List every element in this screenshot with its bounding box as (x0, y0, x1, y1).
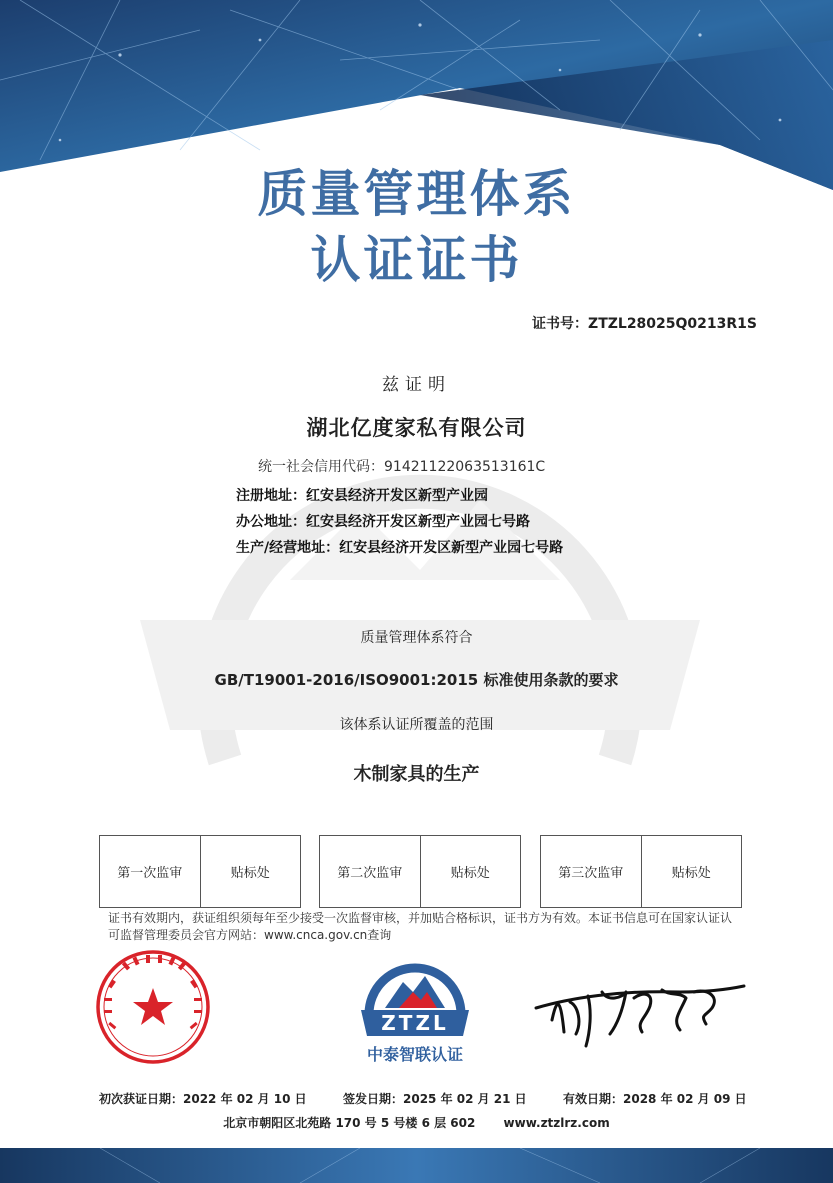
registered-address: 注册地址：红安县经济开发区新型产业园 (236, 488, 488, 504)
footer (0, 1114, 833, 1131)
issue-date: 签发日期：2025 年 02 月 21 日 (343, 1092, 527, 1106)
sticker-area: 贴标处 (200, 836, 301, 907)
standard-requirement: GB/T19001-2016/ISO9001:2015 标准使用条款的要求 (214, 671, 619, 689)
conform-label: 质量管理体系符合 (360, 630, 473, 646)
bottom-band (0, 1148, 833, 1183)
title-line-1: 质量管理体系 (257, 164, 576, 223)
company-name: 湖北亿度家私有限公司 (306, 416, 527, 440)
certificate-number: 证书号：ZTZL28025Q0213R1S (532, 316, 757, 332)
footer-website: www.ztzlrz.com (503, 1116, 610, 1130)
valid-date: 有效日期：2028 年 02 月 09 日 (563, 1092, 747, 1106)
hereby-certify: 兹证明 (382, 375, 451, 395)
surveillance-box-1 (99, 835, 301, 908)
signature (530, 962, 750, 1052)
surveillance-label: 第二次监审 (337, 866, 403, 881)
company-seal (94, 948, 212, 1066)
production-address: 生产/经营地址：红安县经济开发区新型产业园七号路 (236, 540, 564, 556)
surveillance-box-2 (319, 835, 521, 908)
certification-scope: 木制家具的生产 (353, 764, 480, 785)
scope-label: 该体系认证所覆盖的范围 (339, 717, 494, 733)
sticker-area: 贴标处 (420, 836, 521, 907)
footer-address: 北京市朝阳区北苑路 170 号 5 号楼 6 层 602 (223, 1116, 476, 1130)
surveillance-box-3 (540, 835, 742, 908)
surveillance-label: 第一次监审 (117, 866, 183, 881)
ztzl-logo (355, 948, 475, 1066)
surveillance-label: 第三次监审 (558, 866, 624, 881)
office-address: 办公地址：红安县经济开发区新型产业园七号路 (236, 514, 530, 530)
title-line-2: 认证证书 (310, 230, 523, 289)
logo-name: 中泰智联认证 (366, 1045, 464, 1064)
logo-letters: ZTZL (381, 1011, 449, 1035)
sticker-area: 贴标处 (641, 836, 742, 907)
credit-code: 统一社会信用代码：91421122063513161C (258, 459, 546, 475)
validity-note: 证书有效期内，获证组织须每年至少接受一次监督审核，并加贴合格标识，证书方为有效。本证书信息可在国家认证认可监督管理委员会官方网站：www.cnca.gov.cn查询 (108, 911, 733, 942)
first-issue-date: 初次获证日期：2022 年 02 月 10 日 (99, 1092, 307, 1106)
